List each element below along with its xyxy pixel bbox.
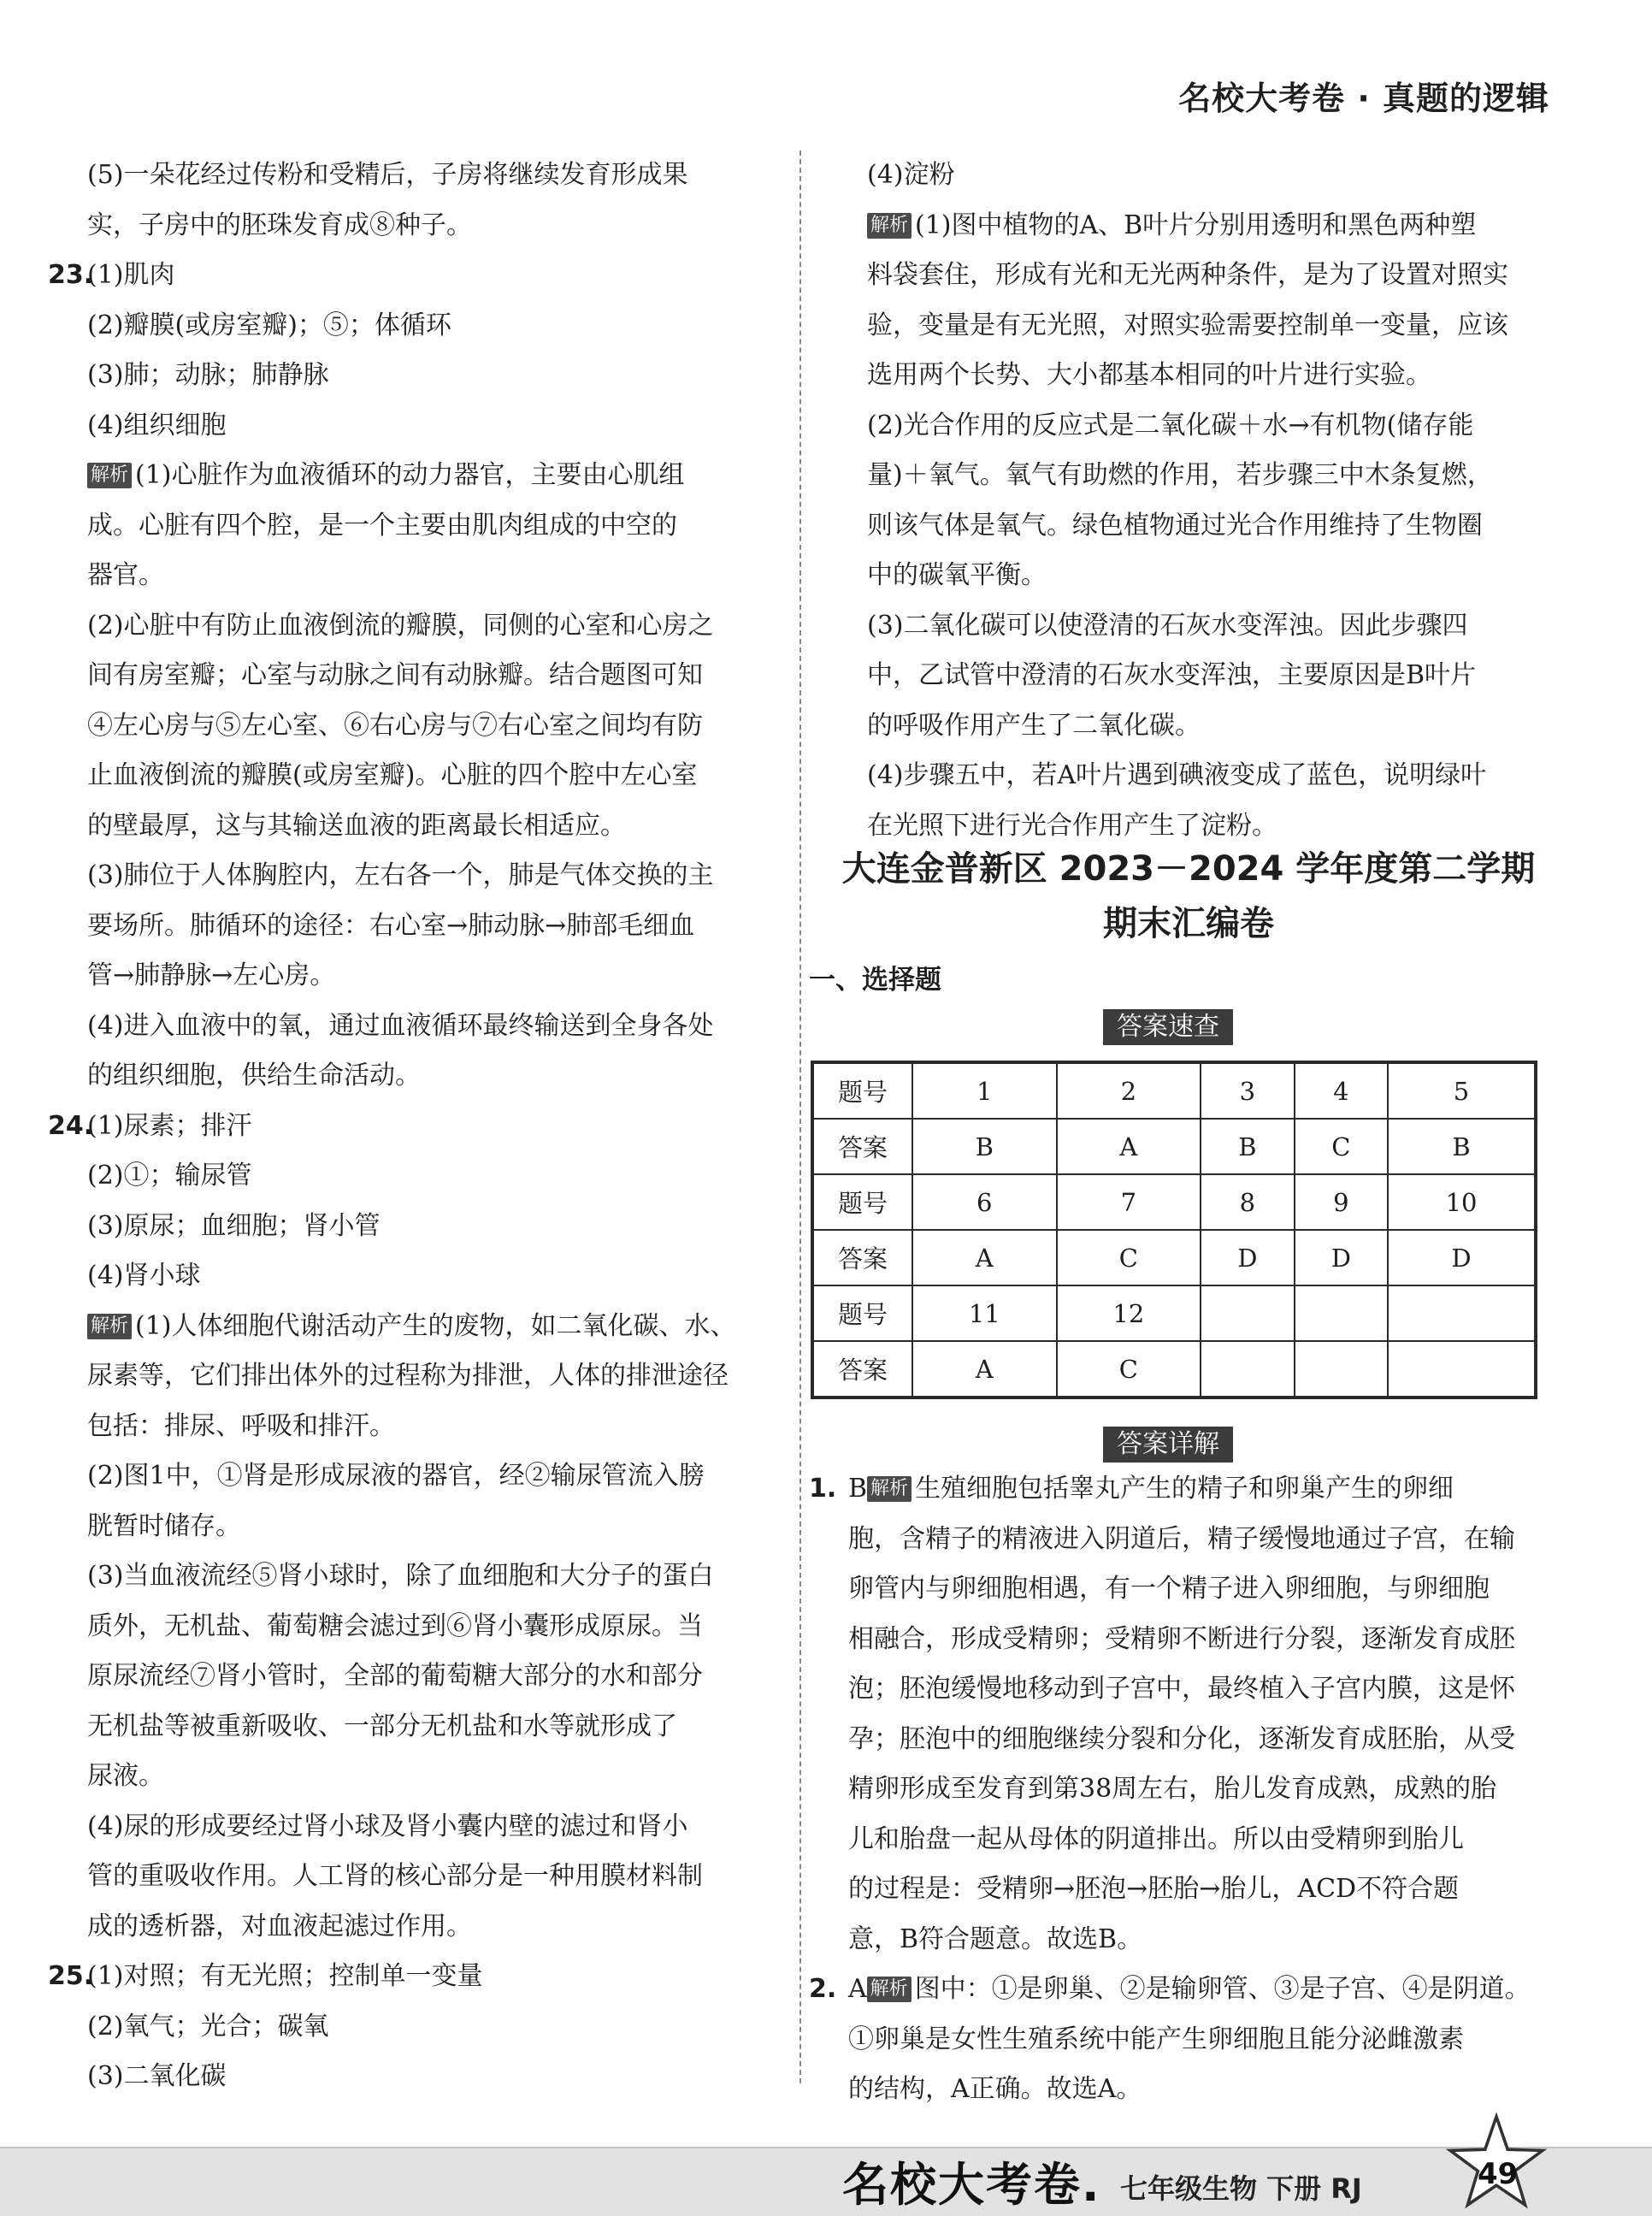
section-heading: 一、选择题 <box>809 965 941 996</box>
table-cell: B <box>1388 1119 1536 1174</box>
footer-subtitle: 七年级生物 下册 RJ <box>1120 2172 1362 2205</box>
analysis-line: 中的碳氧平衡。 <box>867 560 1047 590</box>
table-cell: 6 <box>912 1174 1057 1230</box>
table-cell: D <box>1201 1230 1294 1285</box>
analysis-line: 精卵形成至发育到第38周左右，胎儿发育成熟，成熟的胎 <box>848 1774 1497 1804</box>
analysis-tag: 解析 <box>867 213 912 239</box>
table-cell: 题号 <box>812 1174 912 1230</box>
analysis-line: (4)进入血液中的氧，通过血液循环最终输送到全身各处 <box>87 1010 714 1041</box>
question-number: 2. <box>809 1974 837 2004</box>
analysis-line: 解析 (1)人体细胞代谢活动产生的废物，如二氧化碳、水、 <box>48 1302 785 1352</box>
analysis-line: (3)当血液流经⑤肾小球时，除了血细胞和大分子的蛋白 <box>87 1561 714 1591</box>
answer-details <box>809 1464 1553 2115</box>
analysis-line: 原尿流经⑦肾小管时，全部的葡萄糖大部分的水和部分 <box>87 1661 703 1691</box>
table-cell: C <box>1057 1341 1201 1398</box>
analysis-line: 胞，含精子的精液进入阴道后，精子缓慢地通过子宫，在输 <box>848 1523 1515 1554</box>
analysis-line: 的结构，A正确。故选A。 <box>848 2074 1142 2104</box>
analysis-line: 验，变量是有无光照，对照实验需要控制单一变量，应该 <box>867 310 1508 340</box>
analysis-line: (2)光合作用的反应式是二氧化碳＋水→有机物(储存能 <box>867 410 1474 440</box>
answer-line: (4)淀粉 <box>867 160 955 190</box>
table-row <box>812 1174 1536 1230</box>
analysis-line: ④左心房与⑤左心室、⑥右心房与⑦右心室之间均有防 <box>87 710 703 741</box>
table-cell: 12 <box>1057 1285 1201 1341</box>
analysis-line: 泡；胚泡缓慢地移动到子宫中，最终植入子宫内膜，这是怀 <box>848 1674 1515 1704</box>
analysis-line: 质外，无机盐、葡萄糖会滤过到⑥肾小囊形成原尿。当 <box>87 1610 703 1641</box>
answer-quick-badge: 答案速查 <box>1103 1009 1233 1045</box>
table-cell: 2 <box>1057 1062 1201 1119</box>
right-column <box>828 151 1555 851</box>
page-number: 49 <box>1478 2157 1519 2191</box>
analysis-line: 的呼吸作用产生了二氧化碳。 <box>867 710 1201 741</box>
table-cell: A <box>912 1230 1057 1285</box>
table-cell: C <box>1057 1230 1201 1285</box>
question-number: 25. <box>48 1961 94 1991</box>
analysis-line: 胱暂时储存。 <box>87 1510 241 1541</box>
analysis-line: 尿素等，它们排出体外的过程称为排泄，人体的排泄途径 <box>87 1361 729 1391</box>
table-cell: 答案 <box>812 1119 912 1174</box>
table-row <box>812 1062 1536 1119</box>
analysis-line: 要场所。肺循环的途径：右心室→肺动脉→肺部毛细血 <box>87 910 695 941</box>
table-cell: D <box>1295 1230 1388 1285</box>
footer-brand: 名校大考卷. <box>842 2158 1101 2212</box>
analysis-line: 选用两个长势、大小都基本相同的叶片进行实验。 <box>867 360 1431 390</box>
answer-table <box>811 1061 1537 1399</box>
table-row <box>812 1230 1536 1285</box>
answer-letter: A <box>848 1974 867 2004</box>
analysis-line: 止血液倒流的瓣膜(或房室瓣)。心脏的四个腔中左心室 <box>87 760 698 790</box>
answer-detail-badge: 答案详解 <box>1103 1427 1233 1463</box>
text-line: 实，子房中的胚珠发育成⑧种子。 <box>87 210 472 240</box>
answer-line: (2)①；输尿管 <box>87 1161 252 1191</box>
question-23 <box>48 251 785 301</box>
analysis-line: (4)步骤五中，若A叶片遇到碘液变成了蓝色，说明绿叶 <box>867 760 1487 790</box>
answer-line: (1)尿素；排汗 <box>87 1110 252 1141</box>
analysis-line: 器官。 <box>87 560 164 590</box>
table-cell: D <box>1388 1230 1536 1285</box>
table-cell <box>1201 1341 1294 1398</box>
table-cell: 9 <box>1295 1174 1388 1230</box>
footer-bar <box>0 2147 1652 2216</box>
table-cell: C <box>1295 1119 1388 1174</box>
table-cell: A <box>1057 1119 1201 1174</box>
table-cell: 8 <box>1201 1174 1294 1230</box>
detail-item-2: 2. A 解析 图中：①是卵巢、②是输卵管、③是子宫、④是阴道。 <box>809 1965 1553 2015</box>
analysis-line: 解析 (1)图中植物的A、B叶片分别用透明和黑色两种塑 <box>828 201 1555 251</box>
analysis-line: (3)二氧化碳可以使澄清的石灰水变浑浊。因此步骤四 <box>867 610 1468 641</box>
answer-line: (2)氧气；光合；碳氧 <box>87 2011 329 2042</box>
table-cell <box>1295 1285 1388 1341</box>
answer-line: (3)肺；动脉；肺静脉 <box>87 360 329 390</box>
analysis-line: 相融合，形成受精卵；受精卵不断进行分裂，逐渐发育成胚 <box>848 1623 1515 1654</box>
table-cell: 7 <box>1057 1174 1201 1230</box>
table-cell <box>1201 1285 1294 1341</box>
analysis-line: 尿液。 <box>87 1761 164 1791</box>
detail-item-1: 1. B 解析 生殖细胞包括睾丸产生的精子和卵巢产生的卵细 <box>809 1464 1553 1515</box>
table-cell: 5 <box>1388 1062 1536 1119</box>
analysis-line: 意，B符合题意。故选B。 <box>848 1923 1143 1954</box>
analysis-line: 在光照下进行光合作用产生了淀粉。 <box>867 810 1277 841</box>
left-column <box>48 151 785 2102</box>
table-row <box>812 1285 1536 1341</box>
table-cell <box>1388 1285 1536 1341</box>
analysis-line: 成。心脏有四个腔，是一个主要由肌肉组成的中空的 <box>87 510 677 541</box>
answer-line: (4)组织细胞 <box>87 410 227 440</box>
answer-line: (3)原尿；血细胞；肾小管 <box>87 1210 381 1241</box>
question-25 <box>48 1952 785 2002</box>
analysis-line: 儿和胎盘一起从母体的阴道排出。所以由受精卵到胎儿 <box>848 1823 1464 1854</box>
table-row <box>812 1119 1536 1174</box>
table-cell: 11 <box>912 1285 1057 1341</box>
answer-line: (2)瓣膜(或房室瓣)；⑤；体循环 <box>87 310 451 340</box>
answer-line: (1)对照；有无光照；控制单一变量 <box>87 1961 483 1991</box>
table-cell <box>1388 1341 1536 1398</box>
table-cell: 答案 <box>812 1341 912 1398</box>
table-cell: 10 <box>1388 1174 1536 1230</box>
header-title: 名校大考卷 · 真题的逻辑 <box>1178 80 1549 117</box>
analysis-line: 的壁最厚，这与其输送血液的距离最长相适应。 <box>87 810 626 841</box>
table-cell: 3 <box>1201 1062 1294 1119</box>
analysis-line: 成的透析器，对血液起滤过作用。 <box>87 1911 472 1941</box>
analysis-line: (3)肺位于人体胸腔内，左右各一个，肺是气体交换的主 <box>87 860 714 890</box>
analysis-line: 则该气体是氧气。绿色植物通过光合作用维持了生物圈 <box>867 510 1483 541</box>
analysis-line: 的过程是：受精卵→胚泡→胚胎→胎儿，ACD不符合题 <box>848 1874 1460 1904</box>
answer-line: (1)肌肉 <box>87 260 175 290</box>
question-number: 23. <box>48 260 94 290</box>
analysis-line: 解析 (1)心脏作为血液循环的动力器官，主要由心肌组 <box>48 451 785 501</box>
analysis-line: 包括：排尿、呼吸和排汗。 <box>87 1410 395 1441</box>
table-cell: A <box>912 1341 1057 1398</box>
section-title-line: 大连金普新区 2023－2024 学年度第二学期 <box>841 849 1536 889</box>
analysis-tag: 解析 <box>87 1314 132 1339</box>
analysis-line: 间有房室瓣；心室与动脉之间有动脉瓣。结合题图可知 <box>87 660 703 690</box>
question-number: 1. <box>809 1474 837 1504</box>
table-cell <box>1295 1341 1388 1398</box>
analysis-line: 卵管内与卵细胞相遇，有一个精子进入卵细胞，与卵细胞 <box>848 1574 1490 1604</box>
table-cell: 4 <box>1295 1062 1388 1119</box>
analysis-line: 无机盐等被重新吸收、一部分无机盐和水等就形成了 <box>87 1711 677 1741</box>
analysis-line: (2)图1中，①肾是形成尿液的器官，经②输尿管流入膀 <box>87 1461 705 1491</box>
section-title-line: 期末汇编卷 <box>1103 904 1274 943</box>
column-divider <box>799 151 801 2083</box>
question-24 <box>48 1102 785 1152</box>
analysis-line: 中，乙试管中澄清的石灰水变浑浊，主要原因是B叶片 <box>867 660 1477 690</box>
analysis-tag: 解析 <box>87 463 132 488</box>
analysis-line: 量)＋氧气。氧气有助燃的作用，若步骤三中木条复燃， <box>867 460 1493 490</box>
answer-line: (4)肾小球 <box>87 1261 201 1291</box>
text-line: (5)一朵花经过传粉和受精后，子房将继续发育形成果 <box>87 160 688 190</box>
analysis-line: 料袋套住，形成有光和无光两种条件，是为了设置对照实 <box>867 260 1508 290</box>
answer-letter: B <box>848 1474 868 1504</box>
table-row <box>812 1341 1536 1398</box>
question-number: 24. <box>48 1110 94 1141</box>
table-cell: B <box>1201 1119 1294 1174</box>
analysis-line: 的组织细胞，供给生命活动。 <box>87 1061 421 1090</box>
analysis-tag: 解析 <box>867 1476 912 1502</box>
analysis-line: 管→肺静脉→左心房。 <box>87 960 336 990</box>
table-cell: 题号 <box>812 1062 912 1119</box>
analysis-line: 管的重吸收作用。人工肾的核心部分是一种用膜材料制 <box>87 1861 703 1891</box>
analysis-line: 孕；胚泡中的细胞继续分裂和分化，逐渐发育成胚胎，从受 <box>848 1723 1515 1754</box>
answer-line: (3)二氧化碳 <box>87 2061 227 2091</box>
analysis-line: ①卵巢是女性生殖系统中能产生卵细胞且能分泌雌激素 <box>848 2024 1464 2054</box>
table-cell: 题号 <box>812 1285 912 1341</box>
analysis-tag: 解析 <box>867 1977 912 2002</box>
analysis-line: (2)心脏中有防止血液倒流的瓣膜，同侧的心室和心房之 <box>87 610 714 641</box>
table-cell: 答案 <box>812 1230 912 1285</box>
table-cell: B <box>912 1119 1057 1174</box>
table-cell: 1 <box>912 1062 1057 1119</box>
analysis-line: (4)尿的形成要经过肾小球及肾小囊内壁的滤过和肾小 <box>87 1811 688 1841</box>
section-title <box>804 842 1573 951</box>
